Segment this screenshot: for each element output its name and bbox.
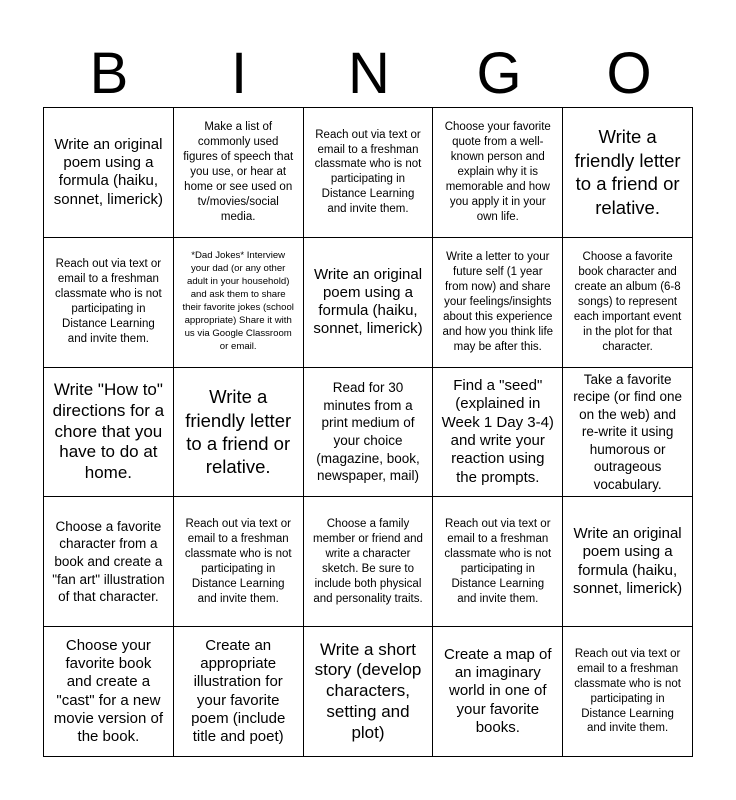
bingo-board: [43, 107, 693, 757]
cell-text: Write an original poem using a formula (haiku, sonnet, limerick): [313, 265, 423, 338]
bingo-cell-r2-c3[interactable]: [304, 238, 434, 368]
cell-text: Choose a family member or friend and write a character sketch. Be sure to include both physical and personality traits.: [313, 517, 423, 605]
cell-text: Write "How to" directions for a chore that you have to do at home.: [52, 380, 165, 483]
bingo-cell-r5-c1[interactable]: [44, 627, 174, 757]
bingo-cell-r4-c4[interactable]: [433, 497, 563, 627]
cell-text: *Dad Jokes* Interview your dad (or any other adult in your household) and ask them to share their favorite jokes (school appropriate) Share it with us via Google Classroom or email.: [182, 250, 294, 352]
cell-text: Choose a favorite book character and create an album (6-8 songs) to represent each important event in the plot for that character.: [573, 250, 682, 353]
bingo-cell-r3-c5[interactable]: [563, 368, 693, 498]
cell-text: Make a list of commonly used figures of speech that you use, or hear at home or see used on tv/movies/social media.: [183, 121, 294, 223]
cell-text: Read for 30 minutes from a print medium of your choice (magazine, book, newspaper, mail): [316, 380, 420, 484]
cell-text: Choose your favorite quote from a well-known person and explain why it is memorable and how you apply it in your own life.: [444, 121, 551, 223]
bingo-cell-r2-c4[interactable]: [433, 238, 563, 368]
bingo-letter-o: O: [606, 41, 652, 106]
bingo-cell-r3-c3[interactable]: [304, 368, 434, 498]
bingo-cell-r5-c3[interactable]: [304, 627, 434, 757]
cell-text: Reach out via text or email to a freshman classmate who is not participating in Distance Learning and invite them.: [574, 647, 681, 735]
bingo-cell-r3-c4[interactable]: [433, 368, 563, 498]
bingo-cell-r2-c5[interactable]: [563, 238, 693, 368]
cell-text: Choose your favorite book and create a "cast" for a new movie version of the book.: [53, 636, 163, 746]
bingo-cell-r5-c2[interactable]: [174, 627, 304, 757]
cell-text: Reach out via text or email to a freshman classmate who is not participating in Distance Learning and invite them.: [444, 517, 552, 605]
cell-text: Write a friendly letter to a friend or relative.: [574, 126, 681, 218]
bingo-cell-r3-c1[interactable]: [44, 368, 174, 498]
bingo-cell-r4-c3[interactable]: [304, 497, 434, 627]
cell-text: Write a letter to your future self (1 year from now) and share your feelings/insights about this experience and how you think life may be after this.: [442, 250, 554, 353]
bingo-cell-r5-c4[interactable]: [433, 627, 563, 757]
bingo-cell-r4-c5[interactable]: [563, 497, 693, 627]
cell-text: Reach out via text or email to a freshman classmate who is not participating in Distance Learning and invite them.: [184, 517, 292, 605]
cell-text: Write an original poem using a formula (haiku, sonnet, limerick): [53, 135, 163, 208]
bingo-letter-i: I: [230, 41, 248, 106]
bingo-cell-r1-c3[interactable]: [304, 108, 434, 238]
cell-text: Write an original poem using a formula (haiku, sonnet, limerick): [572, 525, 683, 598]
cell-text: Find a "seed" (explained in Week 1 Day 3-4) and write your reaction using the prompts.: [441, 377, 554, 486]
bingo-cell-r5-c5[interactable]: [563, 627, 693, 757]
bingo-header: [44, 41, 694, 106]
cell-text: Reach out via text or email to a freshman classmate who is not participating in Distance Learning and invite them.: [55, 258, 162, 346]
bingo-cell-r1-c1[interactable]: [44, 108, 174, 238]
bingo-cell-r2-c2[interactable]: [174, 238, 304, 368]
bingo-letter-n: N: [348, 41, 390, 106]
bingo-cell-r3-c2[interactable]: [174, 368, 304, 498]
cell-text: Write a friendly letter to a friend or relative.: [185, 386, 292, 478]
cell-text: Reach out via text or email to a freshman classmate who is not participating in Distance Learning and invite them.: [314, 128, 422, 216]
bingo-cell-r1-c4[interactable]: [433, 108, 563, 238]
bingo-letter-b: B: [89, 41, 129, 106]
cell-text: Take a favorite recipe (or find one on the web) and re-write it using humorous or outrageous vocabulary.: [573, 371, 682, 492]
bingo-cell-r1-c5[interactable]: [563, 108, 693, 238]
bingo-cell-r2-c1[interactable]: [44, 238, 174, 368]
cell-text: Write a short story (develop characters, setting and plot): [314, 639, 422, 742]
bingo-letter-g: G: [476, 41, 522, 106]
bingo-cell-r4-c2[interactable]: [174, 497, 304, 627]
bingo-cell-r4-c1[interactable]: [44, 497, 174, 627]
cell-text: Choose a favorite character from a book and create a "fan art" illustration of that character.: [52, 518, 165, 605]
cell-text: Create a map of an imaginary world in one of your favorite books.: [444, 645, 552, 737]
bingo-cell-r1-c2[interactable]: [174, 108, 304, 238]
cell-text: Create an appropriate illustration for your favorite poem (include title and poet): [191, 636, 286, 746]
